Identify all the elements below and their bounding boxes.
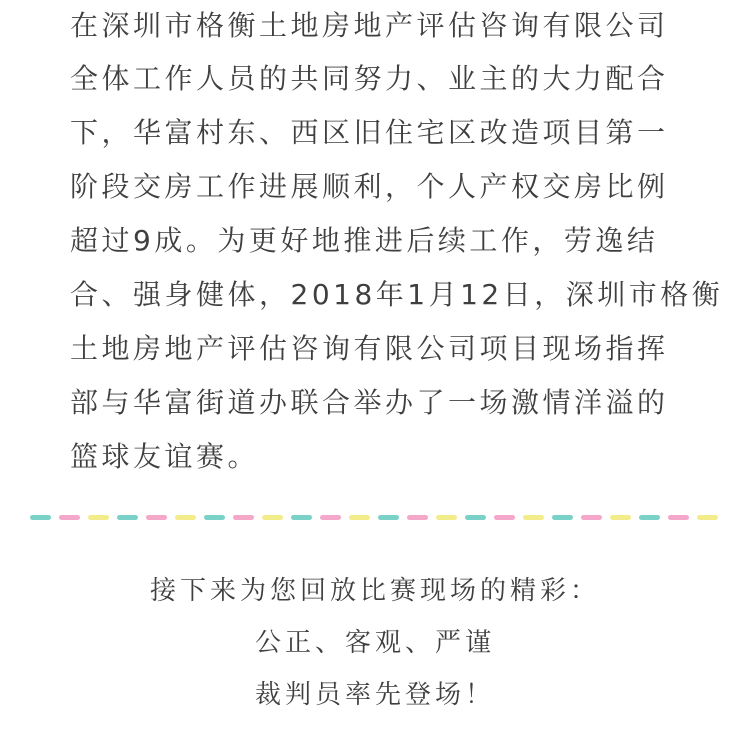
divider-dash: [552, 515, 573, 520]
divider-dash: [639, 515, 660, 520]
divider-dash: [494, 515, 515, 520]
divider-dash: [320, 515, 341, 520]
closing-block: [0, 565, 750, 721]
divider-dash: [175, 515, 196, 520]
divider-dash: [697, 515, 718, 520]
divider-dash: [378, 515, 399, 520]
article-line: 合、强身健体，2018年1月12日，深圳市格衡: [70, 278, 724, 311]
article-line: 全体工作人员的共同努力、业主的大力配合: [70, 62, 669, 95]
divider-dash: [668, 515, 689, 520]
divider-dash: [262, 515, 283, 520]
dashed-divider: [30, 515, 720, 521]
divider-dash: [291, 515, 312, 520]
divider-dash: [465, 515, 486, 520]
closing-line-values: 公正、客观、严谨: [254, 628, 495, 658]
divider-dash: [59, 515, 80, 520]
article-line: 土地房地产评估咨询有限公司项目现场指挥: [70, 332, 669, 365]
article-line: 下，华富村东、西区旧住宅区改造项目第一: [70, 116, 669, 149]
article-line: 篮球友谊赛。: [70, 440, 260, 473]
divider-dash: [117, 515, 138, 520]
divider-dash: [30, 515, 51, 520]
article-line: 在深圳市格衡土地房地产评估咨询有限公司: [70, 9, 669, 42]
article-line: 超过9成。为更好地推进后续工作，劳逸结: [70, 224, 659, 257]
article-line: 部与华富街道办联合举办了一场激情洋溢的: [70, 386, 669, 419]
divider-dash: [349, 515, 370, 520]
divider-dash: [407, 515, 428, 520]
divider-dash: [233, 515, 254, 520]
divider-dash: [146, 515, 167, 520]
divider-dash: [581, 515, 602, 520]
divider-dash: [523, 515, 544, 520]
divider-dash: [204, 515, 225, 520]
divider-dash: [610, 515, 631, 520]
divider-dash: [88, 515, 109, 520]
article-line: 阶段交房工作进展顺利，个人产权交房比例: [70, 170, 669, 203]
closing-line-intro: 接下来为您回放比赛现场的精彩：: [149, 576, 600, 606]
divider-dash: [436, 515, 457, 520]
article-body: [70, 0, 724, 484]
closing-line-referees: 裁判员率先登场！: [254, 680, 495, 710]
